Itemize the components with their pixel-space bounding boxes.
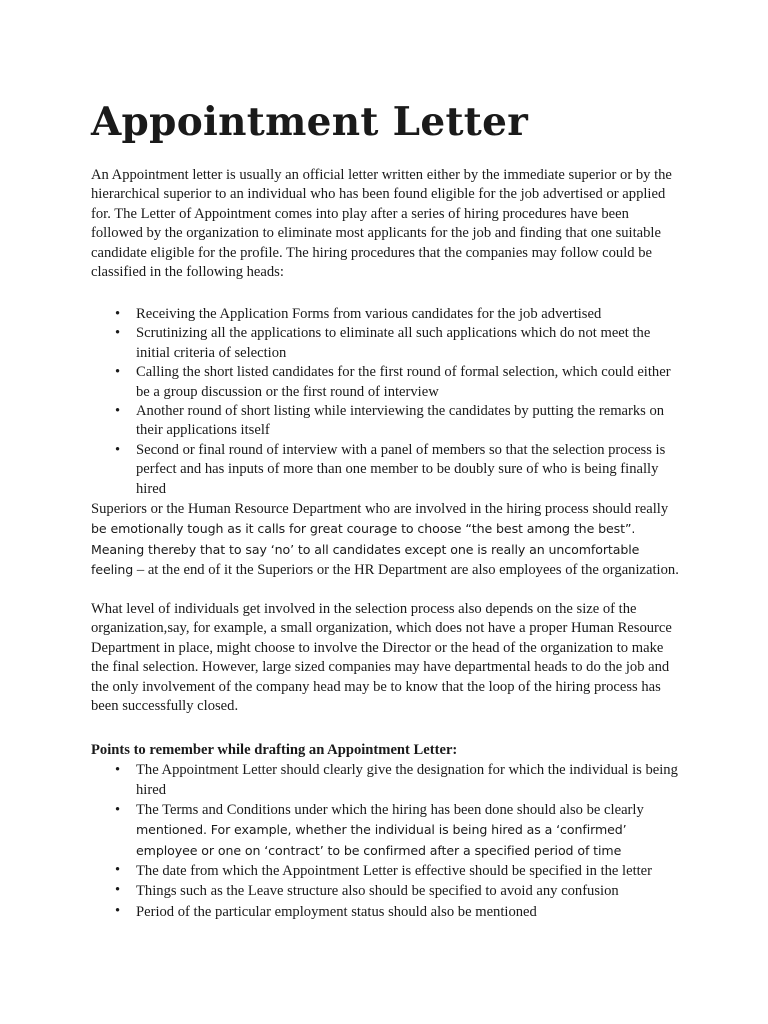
bullet-icon: • bbox=[115, 902, 121, 919]
points-heading: Points to remember while drafting an Appointment Letter: bbox=[91, 742, 458, 758]
list-item-text: Receiving the Application Forms from various candidates for the job advertised bbox=[136, 306, 602, 322]
list-item-text: Second or final round of interview with a panel of members so that the selection process is perfect and has inputs of more than one member to be doubly sure of who is being finally hired bbox=[136, 441, 666, 497]
bullet-icon: • bbox=[115, 801, 121, 818]
list-item-text: The Appointment Letter should clearly give the designation for which the individual is being hired bbox=[136, 762, 678, 799]
bullet-icon: • bbox=[115, 325, 121, 342]
document-title: Appointment Letter bbox=[91, 99, 529, 145]
list-item-text: Things such as the Leave structure also should be specified to avoid any confusion bbox=[136, 883, 619, 900]
bullet-icon: • bbox=[115, 306, 121, 322]
superiors-text-part3: – at the end of it the Superiors or the HR Department are also employees of the organization. bbox=[133, 562, 679, 579]
list-item-text: Period of the particular employment status should also be mentioned bbox=[136, 903, 537, 920]
list-item bbox=[91, 363, 681, 402]
list-item bbox=[91, 902, 681, 922]
list-item bbox=[91, 861, 681, 881]
list-item bbox=[91, 324, 681, 363]
list-item bbox=[91, 761, 681, 801]
bullet-icon: • bbox=[115, 403, 121, 420]
procedures-list bbox=[91, 305, 681, 499]
list-item bbox=[91, 305, 681, 324]
superiors-paragraph bbox=[91, 500, 681, 581]
points-list bbox=[91, 761, 681, 922]
list-item-text: The Terms and Conditions under which the hiring has been done should also be clearly bbox=[136, 801, 644, 818]
list-item bbox=[91, 881, 681, 901]
list-item bbox=[91, 441, 681, 499]
bullet-icon: • bbox=[115, 364, 121, 381]
bullet-icon: • bbox=[115, 882, 121, 899]
list-item-text-continued: mentioned. For example, whether the individual is being hired as a ‘confirmed’ employee or one on ‘contract’ to be confirmed after a specified period of time bbox=[136, 822, 627, 858]
list-item-text: Calling the short listed candidates for the first round of formal selection, which could either be a group discussion or the first round of interview bbox=[136, 364, 671, 400]
list-item bbox=[91, 402, 681, 441]
bullet-icon: • bbox=[115, 762, 121, 778]
bullet-icon: • bbox=[115, 441, 121, 458]
selection-level-paragraph: What level of individuals get involved in the selection process also depends on the size of the organization,say, for example, a small organization, which does not have a proper Human Resource Department in place, might choose to involve the Director or the head of the organization to make the final selection. However, large sized companies may have departmental heads to do the job and the only involvement of the company head may be to know that the loop of the hiring process has been successfully closed. bbox=[91, 601, 672, 715]
superiors-text-part1: Superiors or the Human Resource Department who are involved in the hiring process should really bbox=[91, 501, 669, 517]
list-item bbox=[91, 801, 681, 861]
list-item-text: Another round of short listing while interviewing the candidates by putting the remarks on their applications itself bbox=[136, 403, 665, 439]
intro-paragraph: An Appointment letter is usually an official letter written either by the immediate superior or by the hierarchical superior to an individual who has been found eligible for the job advertised or applied for. The Letter of Appointment comes into play after a series of hiring procedures have been followed by the organization to eliminate most applicants for the job and finding that one suitable candidate eligible for the profile. The hiring procedures that the companies may follow could be classified in the following heads: bbox=[91, 167, 672, 281]
list-item-text: Scrutinizing all the applications to eliminate all such applications which do not meet the initial criteria of selection bbox=[136, 325, 651, 361]
list-item-text: The date from which the Appointment Letter is effective should be specified in the letter bbox=[136, 863, 653, 880]
superiors-text-part2: be emotionally tough as it calls for great courage to choose “the best among the best”. Meaning thereby that to say ‘no’ to all candidates except one is really an uncomfortable feeling bbox=[91, 521, 640, 578]
bullet-icon: • bbox=[115, 862, 121, 879]
